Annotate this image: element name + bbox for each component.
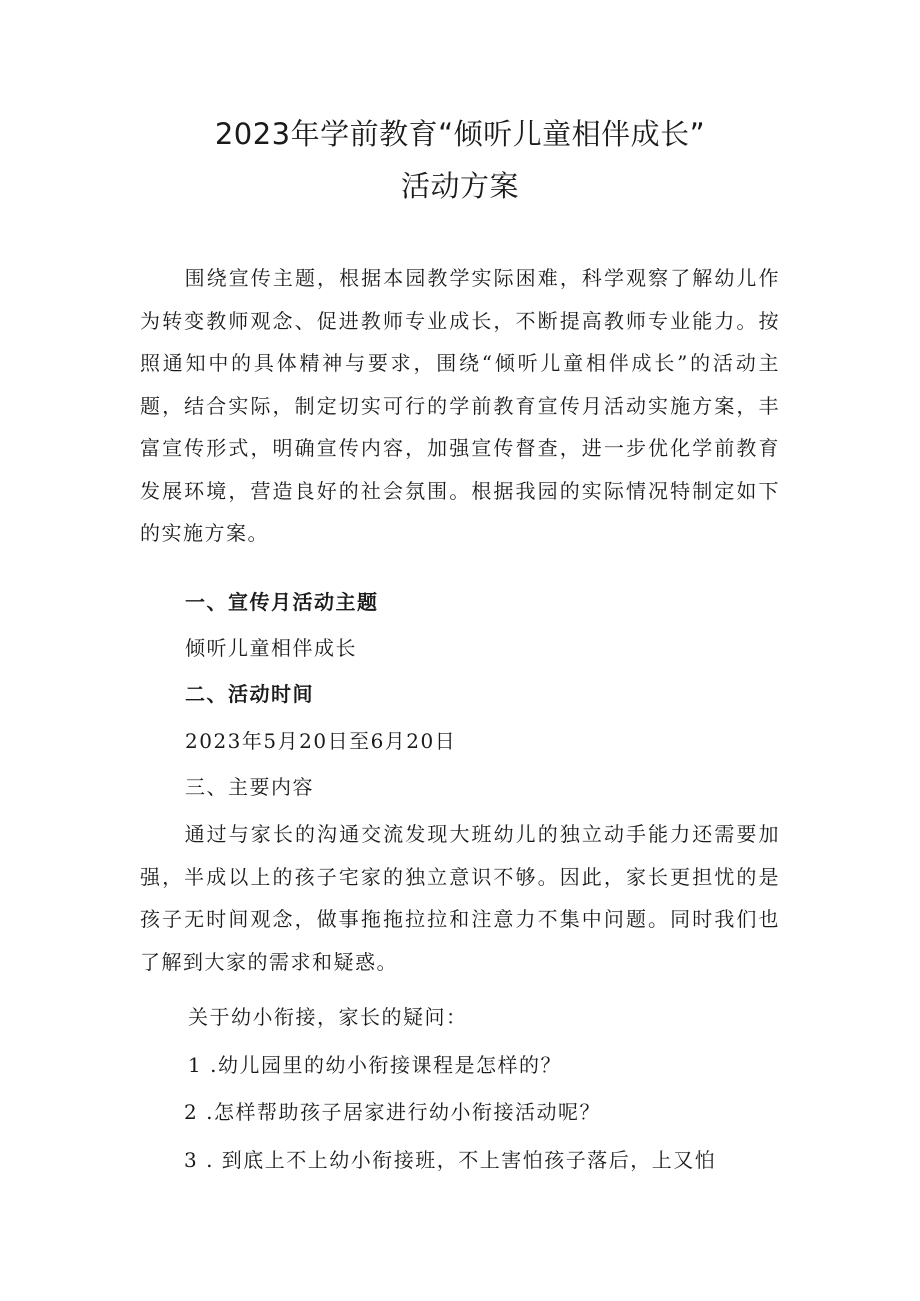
document-title-line-1: 2023年学前教育“倾听儿童相伴成长” bbox=[214, 117, 706, 151]
section-2-body: 2023年5月20日至6月20日 bbox=[185, 729, 457, 753]
section-3-heading: 三、主要内容 bbox=[185, 775, 314, 799]
section-2-heading: 二、活动时间 bbox=[185, 682, 314, 706]
document-title-line-2: 活动方案 bbox=[400, 169, 519, 203]
question-item: 1 .幼儿园里的幼小衔接课程是怎样的？ bbox=[188, 1053, 562, 1077]
section-3-paragraph bbox=[140, 813, 780, 983]
intro-paragraph bbox=[140, 257, 780, 555]
question-item: 3 . 到底上不上幼小衔接班，不上害怕孩子落后，上又怕 bbox=[184, 1148, 717, 1172]
question-item: 2 .怎样帮助孩子居家进行幼小衔接活动呢？ bbox=[184, 1100, 601, 1124]
section-1-heading: 一、宣传月活动主题 bbox=[185, 590, 379, 614]
section-1-body: 倾听儿童相伴成长 bbox=[185, 636, 357, 660]
intro-text: 围绕宣传主题，根据本园教学实际困难，科学观察了解幼儿作为转变教师观念、促进教师专业成长，不断提高教师专业能力。按照通知中的具体精神与要求，围绕“倾听儿童相伴成长”的活动主题，结合实际，制定切实可行的学前教育宣传月活动实施方案，丰富宣传形式，明确宣传内容，加强宣传督查，进一步优化学前教育发展环境，营造良好的社会氛围。根据我园的实际情况特制定如下的实施方案。 bbox=[140, 266, 780, 545]
questions-intro: 关于幼小衔接，家长的疑问： bbox=[188, 1005, 468, 1029]
section-3-text: 通过与家长的沟通交流发现大班幼儿的独立动手能力还需要加强，半成以上的孩子宅家的独立意识不够。因此，家长更担忧的是孩子无时间观念，做事拖拖拉拉和注意力不集中问题。同时我们也了解到大家的需求和疑惑。 bbox=[140, 822, 780, 974]
